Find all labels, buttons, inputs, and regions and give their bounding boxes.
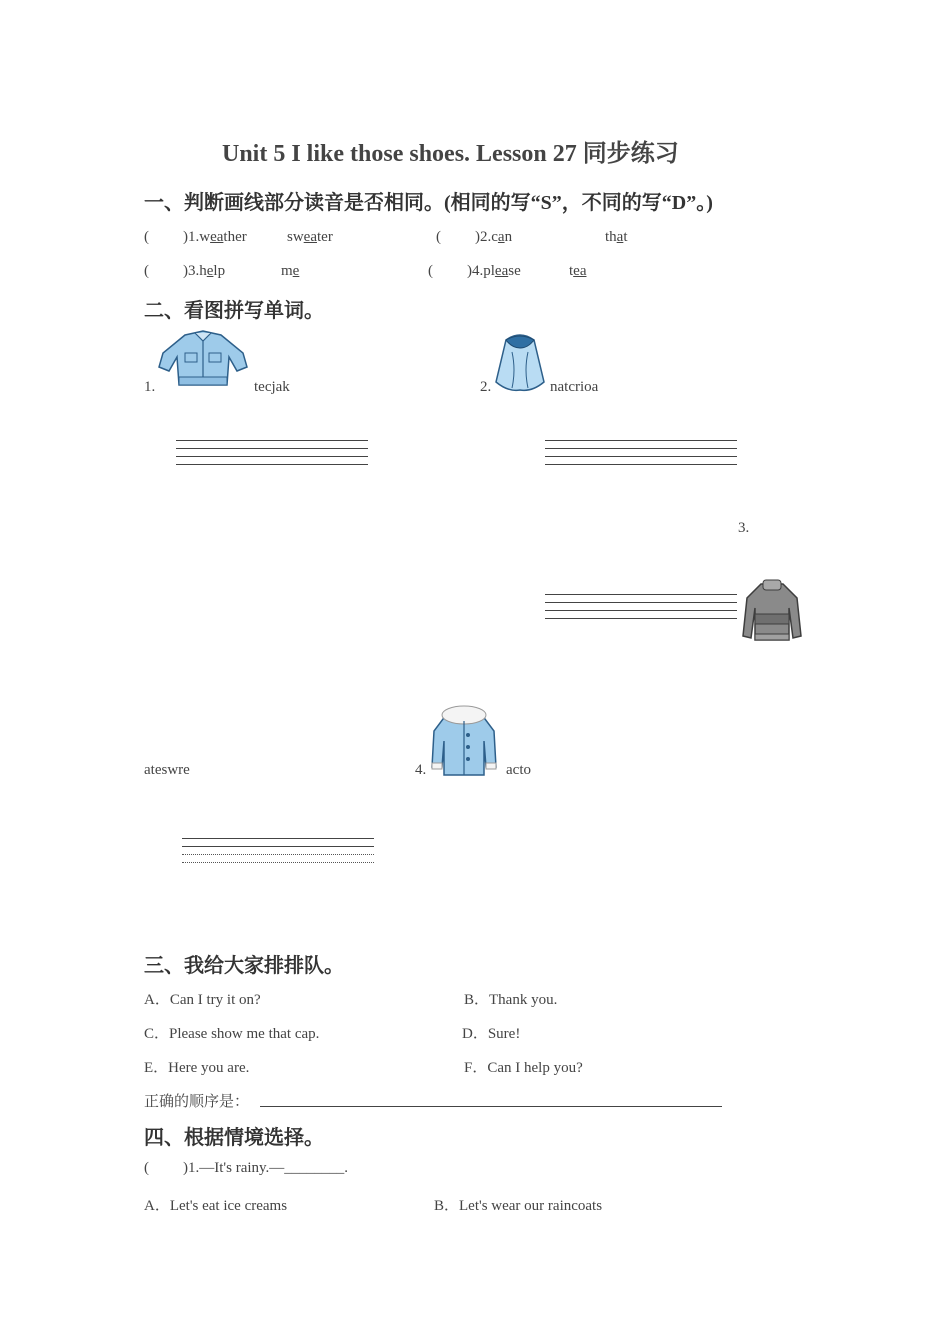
writing-lines[interactable] (545, 594, 737, 626)
scrambled-word: ateswre (144, 762, 190, 778)
answer-line[interactable] (260, 1106, 722, 1107)
compare-word: tea (569, 263, 587, 279)
page-title: Unit 5 I like those shoes. Lesson 27 同步练习 (222, 141, 679, 167)
scrambled-word: tecjak (254, 379, 290, 395)
section-1-heading: 一、判断画线部分读音是否相同。(相同的写“S”，不同的写“D”。) (144, 192, 713, 214)
answer-blank[interactable]: ( (144, 263, 149, 279)
item-number: 1. (144, 379, 156, 395)
option-e: E．Here you are. (144, 1060, 250, 1076)
sweater-icon (739, 578, 805, 646)
item-number: 2. (480, 379, 492, 395)
compare-word: me (281, 263, 300, 279)
option-b: B．Thank you. (464, 992, 558, 1008)
option-a: A．Let's eat ice creams (144, 1198, 288, 1214)
compare-word: sweater (287, 229, 333, 245)
option-a: A．Can I try it on? (144, 992, 261, 1008)
writing-lines[interactable] (182, 838, 374, 870)
answer-prompt: 正确的顺序是： (144, 1094, 250, 1110)
pronunciation-item: )2.can (475, 229, 513, 245)
option-f: F．Can I help you? (464, 1060, 583, 1076)
answer-blank[interactable]: ( (144, 1160, 149, 1176)
coat-icon (428, 701, 500, 779)
item-number: 4. (415, 762, 427, 778)
item-number: 3. (738, 520, 750, 536)
compare-word: that (605, 229, 628, 245)
writing-lines[interactable] (545, 440, 737, 472)
jacket-icon (155, 327, 251, 389)
answer-blank[interactable]: ( (436, 229, 441, 245)
pronunciation-item: )4.please (467, 263, 521, 279)
pronunciation-item: )1.weather (183, 229, 247, 245)
option-d: D．Sure! (462, 1026, 521, 1042)
question-1: )1.—It's rainy.—________. (183, 1160, 349, 1176)
raincoat-icon (492, 330, 548, 394)
option-c: C．Please show me that cap. (144, 1026, 320, 1042)
scrambled-word: acto (506, 762, 531, 778)
scrambled-word: natcrioa (550, 379, 599, 395)
pronunciation-item: )3.help (183, 263, 226, 279)
writing-lines[interactable] (176, 440, 368, 472)
answer-blank[interactable]: ( (144, 229, 149, 245)
option-b: B．Let's wear our raincoats (434, 1198, 603, 1214)
section-4-heading: 四、根据情境选择。 (144, 1127, 324, 1149)
section-3-heading: 三、我给大家排排队。 (144, 955, 344, 977)
answer-blank[interactable]: ( (428, 263, 433, 279)
section-2-heading: 二、看图拼写单词。 (144, 300, 324, 322)
